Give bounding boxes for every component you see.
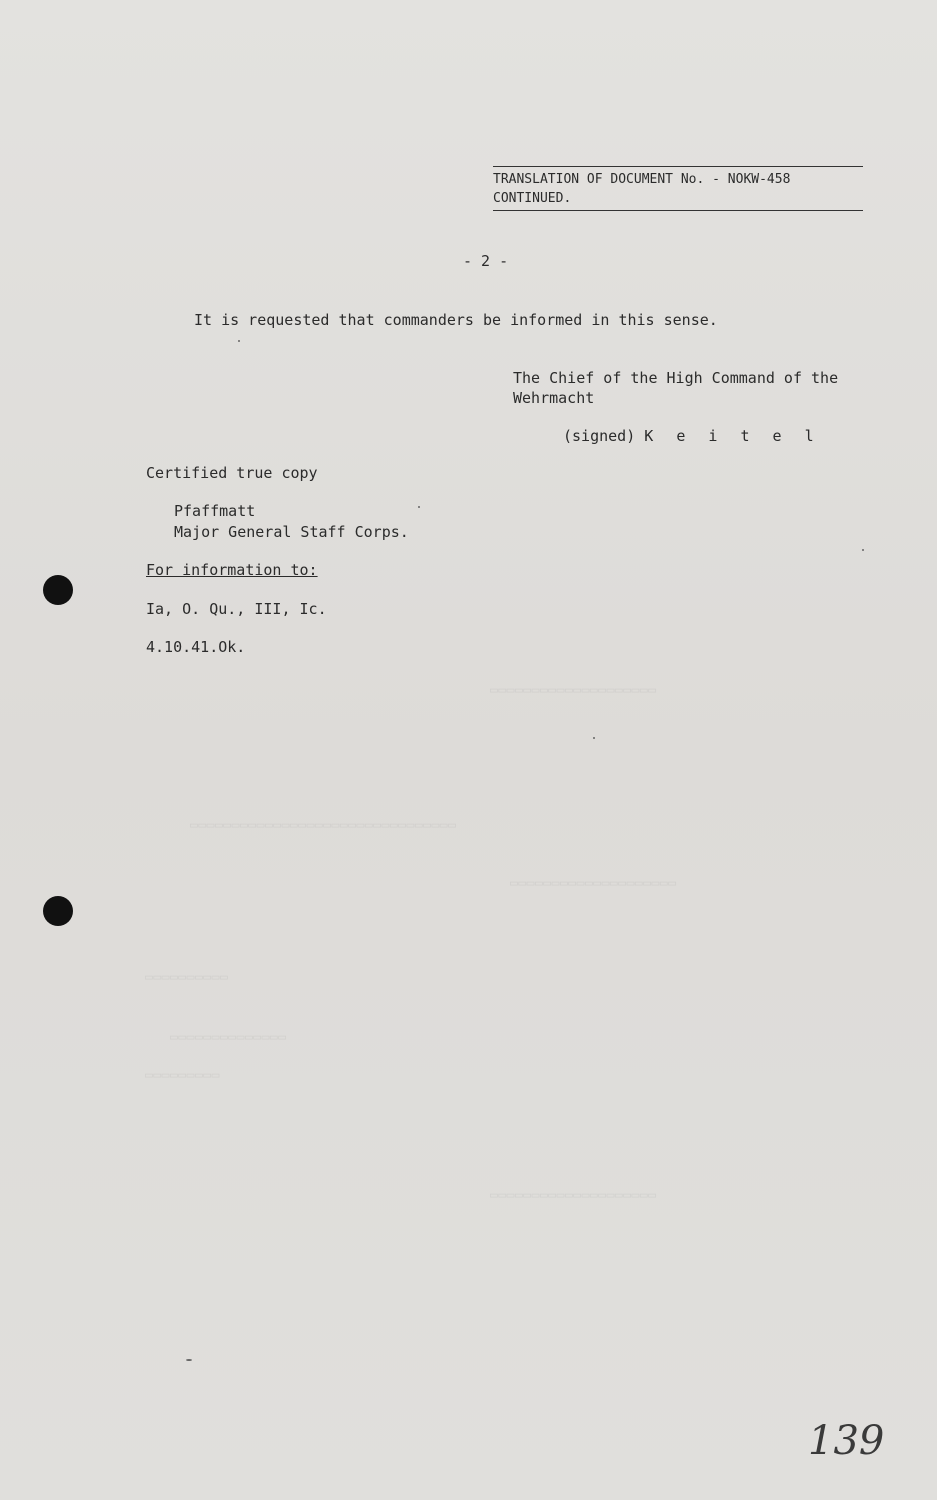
request-text: It is requested that commanders be informed in this sense.	[194, 311, 718, 329]
show-through-text: ▭▭▭▭▭▭▭▭▭▭▭▭▭▭▭▭▭▭▭▭	[490, 683, 657, 698]
paper-speck	[186, 1359, 192, 1361]
paper-speck	[238, 340, 240, 342]
folio-number: 139	[808, 1418, 885, 1464]
show-through-text: ▭▭▭▭▭▭▭▭▭▭▭▭▭▭▭▭▭▭▭▭	[510, 876, 677, 891]
page-number: - 2 -	[463, 252, 509, 270]
signature-line	[563, 427, 821, 445]
signatory-name: K e i t e l	[644, 427, 821, 445]
header-rule-top	[493, 166, 863, 167]
show-through-text: ▭▭▭▭▭▭▭▭▭▭▭▭▭▭▭▭▭▭▭▭	[490, 1188, 657, 1203]
reference-code: 4.10.41.Ok.	[146, 638, 246, 656]
show-through-text: ▭▭▭▭▭▭▭▭▭	[145, 1068, 220, 1083]
header-title: TRANSLATION OF DOCUMENT No. - NOKW-458	[493, 172, 791, 187]
signed-label: (signed)	[563, 427, 636, 445]
certification-text: Certified true copy	[146, 464, 318, 482]
paper-speck	[593, 737, 595, 739]
punch-hole	[43, 575, 73, 605]
paper-speck	[418, 506, 420, 508]
show-through-text: ▭▭▭▭▭▭▭▭▭▭	[145, 970, 229, 985]
distribution-list: Ia, O. Qu., III, Ic.	[146, 600, 327, 618]
document-header	[493, 166, 863, 211]
certifier-name: Pfaffmatt	[174, 502, 256, 520]
distribution-heading: For information to:	[146, 561, 318, 579]
certifier-title: Major General Staff Corps.	[174, 523, 409, 541]
chief-title-line2: Wehrmacht	[513, 389, 595, 407]
punch-hole	[43, 896, 73, 926]
show-through-text: ▭▭▭▭▭▭▭▭▭▭▭▭▭▭▭▭▭▭▭▭▭▭▭▭▭▭▭▭▭▭▭▭	[190, 818, 457, 833]
header-continued: CONTINUED.	[493, 191, 572, 206]
paper-speck	[862, 549, 864, 551]
chief-title-line1: The Chief of the High Command of the	[513, 369, 839, 387]
show-through-text: ▭▭▭▭▭▭▭▭▭▭▭▭▭▭	[170, 1030, 287, 1045]
header-rule-bottom	[493, 210, 863, 211]
